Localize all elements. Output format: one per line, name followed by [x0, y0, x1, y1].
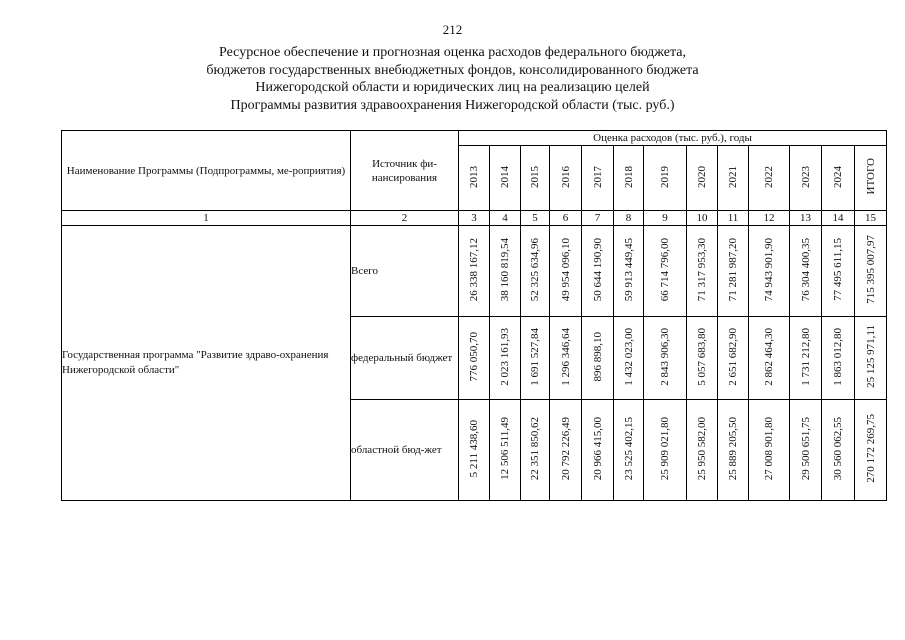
year-label: 2021 [727, 165, 739, 188]
amount-cell [490, 226, 521, 317]
amount-cell [687, 317, 718, 400]
page-number: 212 [442, 22, 463, 37]
year-label: 2022 [763, 165, 775, 188]
column-number: 12 [749, 211, 790, 226]
amount-cell [521, 317, 550, 400]
amount-value: 27 008 901,80 [763, 416, 775, 481]
amount-value: 38 160 819,54 [499, 237, 511, 302]
amount-cell [582, 226, 614, 317]
amount-cell [855, 317, 887, 400]
year-label: 2020 [696, 165, 708, 188]
amount-value: 59 913 449,45 [622, 237, 635, 302]
year-label: 2023 [799, 165, 812, 188]
amount-cell [490, 400, 521, 501]
year-header [687, 146, 718, 211]
title-line: Нижегородской области и юридических лиц на реализацию целей [255, 80, 650, 95]
amount-value: 50 644 190,90 [591, 237, 604, 302]
amount-value: 12 506 511,49 [499, 417, 511, 480]
amount-cell [550, 400, 582, 501]
amount-value: 30 560 062,55 [832, 416, 844, 481]
amount-value: 5 211 438,60 [468, 419, 480, 478]
amount-cell [644, 317, 687, 400]
year-header [855, 146, 887, 211]
table-row [62, 226, 887, 317]
amount-value: 76 304 400,35 [799, 237, 812, 302]
title-line: Ресурсное обеспечение и прогнозная оценка расходов федерального бюджета, [219, 45, 686, 60]
year-header [749, 146, 790, 211]
year-label: 2013 [468, 165, 480, 188]
amount-cell [459, 226, 490, 317]
year-label: 2019 [659, 165, 671, 188]
amount-cell [459, 400, 490, 501]
amount-value: 1 432 023,00 [622, 327, 635, 386]
amount-cell [718, 317, 749, 400]
column-number-row [62, 211, 887, 226]
year-header [521, 146, 550, 211]
title-line: бюджетов государственных внебюджетных фондов, консолидированного бюджета [206, 62, 699, 78]
amount-value: 1 731 212,80 [799, 327, 812, 386]
column-number: 9 [644, 211, 687, 226]
year-label: 2018 [622, 165, 635, 188]
amount-value: 25 889 205,50 [727, 416, 739, 481]
document-title [0, 44, 905, 114]
year-header [644, 146, 687, 211]
amount-value: 2 843 906,30 [659, 327, 671, 386]
amount-cell [822, 226, 855, 317]
amount-cell [749, 400, 790, 501]
column-number: 14 [822, 211, 855, 226]
column-group-header: Оценка расходов (тыс. руб.), годы [459, 131, 887, 146]
amount-value: 49 954 096,10 [559, 237, 572, 302]
amount-value: 71 281 987,20 [727, 237, 739, 302]
year-label: 2014 [499, 165, 511, 188]
amount-value: 77 495 611,15 [832, 238, 844, 301]
amount-cell [749, 317, 790, 400]
table-body [62, 226, 887, 501]
amount-cell [687, 400, 718, 501]
amount-cell [790, 400, 822, 501]
amount-cell [582, 317, 614, 400]
year-header [614, 146, 644, 211]
year-label: 2017 [591, 165, 604, 188]
budget-table [61, 130, 887, 501]
amount-cell [582, 400, 614, 501]
column-number: 15 [855, 211, 887, 226]
year-header [790, 146, 822, 211]
amount-value: 25 125 971,11 [864, 325, 877, 388]
year-header [490, 146, 521, 211]
program-name: Государственная программа "Развитие здраво-охранения Нижегородской области" [62, 226, 351, 501]
amount-cell [490, 317, 521, 400]
amount-cell [855, 226, 887, 317]
amount-cell [855, 400, 887, 501]
amount-value: 71 317 953,30 [696, 237, 708, 302]
amount-value: 20 966 415,00 [591, 416, 604, 481]
amount-cell [718, 226, 749, 317]
amount-value: 715 395 007,97 [864, 235, 877, 304]
amount-value: 1 691 527,84 [529, 327, 541, 386]
year-header [459, 146, 490, 211]
amount-cell [687, 226, 718, 317]
column-number: 10 [687, 211, 718, 226]
amount-cell [521, 400, 550, 501]
year-label: 2015 [529, 165, 541, 188]
amount-cell [790, 226, 822, 317]
amount-cell [521, 226, 550, 317]
amount-value: 25 909 021,80 [659, 416, 671, 481]
amount-cell [614, 400, 644, 501]
column-header-program: Наименование Программы (Подпрограммы, ме-роприятия) [62, 131, 351, 211]
amount-value: 776 050,70 [468, 331, 480, 382]
amount-value: 74 943 901,90 [763, 237, 775, 302]
amount-value: 2 651 682,90 [727, 327, 739, 386]
amount-value: 2 862 464,30 [763, 327, 775, 386]
amount-value: 23 525 402,15 [622, 416, 635, 481]
funding-source: Всего [351, 226, 459, 317]
amount-cell [614, 317, 644, 400]
column-number: 13 [790, 211, 822, 226]
title-line: Программы развития здравоохранения Нижегородской области (тыс. руб.) [230, 97, 675, 113]
column-number: 1 [62, 211, 351, 226]
funding-source: федеральный бюджет [351, 317, 459, 400]
amount-value: 66 714 796,00 [659, 237, 671, 302]
amount-value: 26 338 167,12 [468, 237, 480, 302]
column-number: 5 [521, 211, 550, 226]
funding-source: областной бюд-жет [351, 400, 459, 501]
year-label: ИТОГО [864, 158, 877, 195]
amount-value: 1 863 012,80 [832, 327, 844, 386]
column-number: 4 [490, 211, 521, 226]
amount-value: 52 325 634,96 [529, 237, 541, 302]
amount-cell [822, 317, 855, 400]
column-number: 7 [582, 211, 614, 226]
amount-value: 5 057 683,80 [696, 327, 708, 386]
column-number: 8 [614, 211, 644, 226]
amount-value: 896 898,10 [591, 331, 604, 382]
column-number: 11 [718, 211, 749, 226]
amount-value: 25 950 582,00 [696, 416, 708, 481]
amount-cell [822, 400, 855, 501]
amount-value: 29 500 651,75 [799, 416, 812, 481]
year-header [718, 146, 749, 211]
column-number: 3 [459, 211, 490, 226]
amount-value: 270 172 269,75 [864, 414, 877, 483]
amount-value: 20 792 226,49 [559, 416, 572, 481]
amount-cell [644, 226, 687, 317]
amount-value: 2 023 161,93 [499, 327, 511, 386]
year-label: 2016 [559, 165, 572, 188]
amount-cell [614, 226, 644, 317]
amount-cell [790, 317, 822, 400]
amount-value: 22 351 850,62 [529, 416, 541, 481]
amount-cell [749, 226, 790, 317]
amount-cell [644, 400, 687, 501]
amount-cell [718, 400, 749, 501]
year-header [582, 146, 614, 211]
amount-cell [459, 317, 490, 400]
amount-cell [550, 226, 582, 317]
column-header-source: Источник фи-нансирования [351, 131, 459, 211]
year-header [550, 146, 582, 211]
year-label: 2024 [832, 165, 844, 188]
column-number: 2 [351, 211, 459, 226]
amount-cell [550, 317, 582, 400]
column-number: 6 [550, 211, 582, 226]
amount-value: 1 296 346,64 [559, 327, 572, 386]
year-header [822, 146, 855, 211]
